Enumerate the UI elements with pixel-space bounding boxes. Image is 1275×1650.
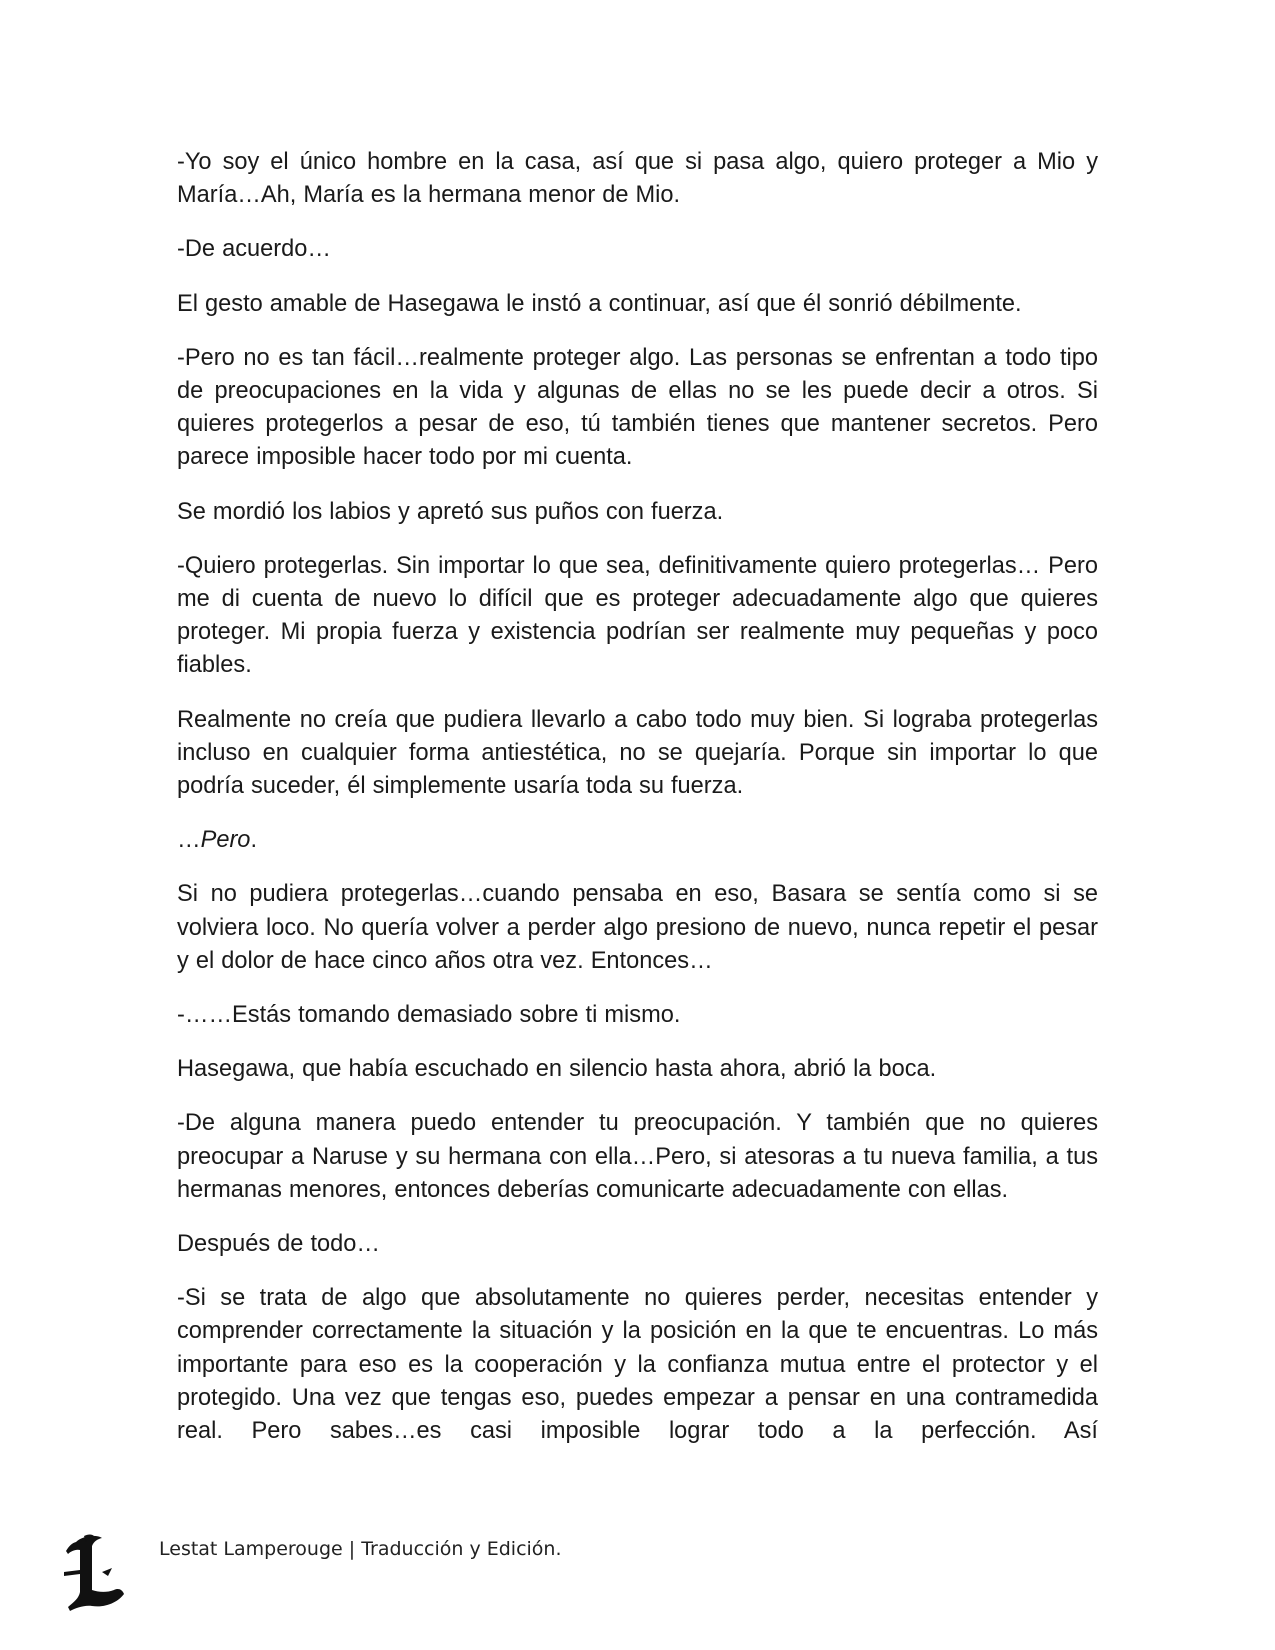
paragraph: -Si se trata de algo que absolutamente no quieres perder, necesitas entender y comprender correctamente la situación y la posición en la que te encuentras. Lo más importante para eso es la cooperación y la confianza mutua entre el protector y el protegido. Una vez que tengas eso, puedes empezar a pensar en una contramedida real. Pero sabes…es casi imposible lograr todo a la perfección. Así [177,1285,1098,1445]
paragraph: -……Estás tomando demasiado sobre ti mismo. [177,1002,681,1029]
paragraph: Realmente no creía que pudiera llevarlo a cabo todo muy bien. Si lograba protegerlas incluso en cualquier forma antiestética, no se quejaría. Porque sin importar lo que podría suceder, él simplemente usaría toda su fuerza. [177,706,1098,800]
paragraph: Se mordió los labios y apretó sus puños con fuerza. [177,498,724,525]
paragraph: -De alguna manera puedo entender tu preocupación. Y también que no quieres preocupar a Naruse y su hermana con ella…Pero, si atesoras a tu nueva familia, a tus hermanas menores, entonces deberías comunicarte adecuadamente con ellas. [177,1110,1098,1203]
pero-ellipsis: … [177,827,201,854]
paragraph: -Pero no es tan fácil…realmente proteger algo. Las personas se enfrentan a todo tipo de preocupaciones en la vida y algunas de ellas no se les puede decir a otros. Si quieres protegerlos a pesar de eso, tú también tienes que mantener secretos. Pero parece imposible hacer todo por mi cuenta. [177,344,1098,471]
italic-pero-line [177,824,1098,857]
paragraph: -De acuerdo… [177,236,331,263]
page-body [177,146,1098,1448]
footer-credit: Lestat Lamperouge | Traducción y Edición. [159,1538,562,1560]
paragraph: Hasegawa, que había escuchado en silencio hasta ahora, abrió la boca. [177,1056,937,1083]
paragraph: -Yo soy el único hombre en la casa, así que si pasa algo, quiero proteger a Mio y María…Ah, María es la hermana menor de Mio. [177,149,1098,209]
paragraph: Si no pudiera protegerlas…cuando pensaba en eso, Basara se sentía como si se volviera loco. No quería volver a perder algo presiono de nuevo, nunca repetir el pesar y el dolor de hace cinco años otra vez. Entonces… [177,881,1098,974]
pero-period: . [250,827,257,854]
page-footer [62,1532,762,1612]
paragraph: El gesto amable de Hasegawa le instó a continuar, así que él sonrió débilmente. [177,290,1022,317]
paragraph: Después de todo… [177,1231,380,1258]
paragraph: -Quiero protegerlas. Sin importar lo que sea, definitivamente quiero protegerlas… Pero me di cuenta de nuevo lo difícil que es proteger adecuadamente algo que quieres proteger. Mi propia fuerza y existencia podrían ser realmente muy pequeñas y poco fiables. [177,552,1098,679]
gothic-l-logo-icon [62,1532,128,1612]
pero-italic-word: Pero [200,827,251,854]
